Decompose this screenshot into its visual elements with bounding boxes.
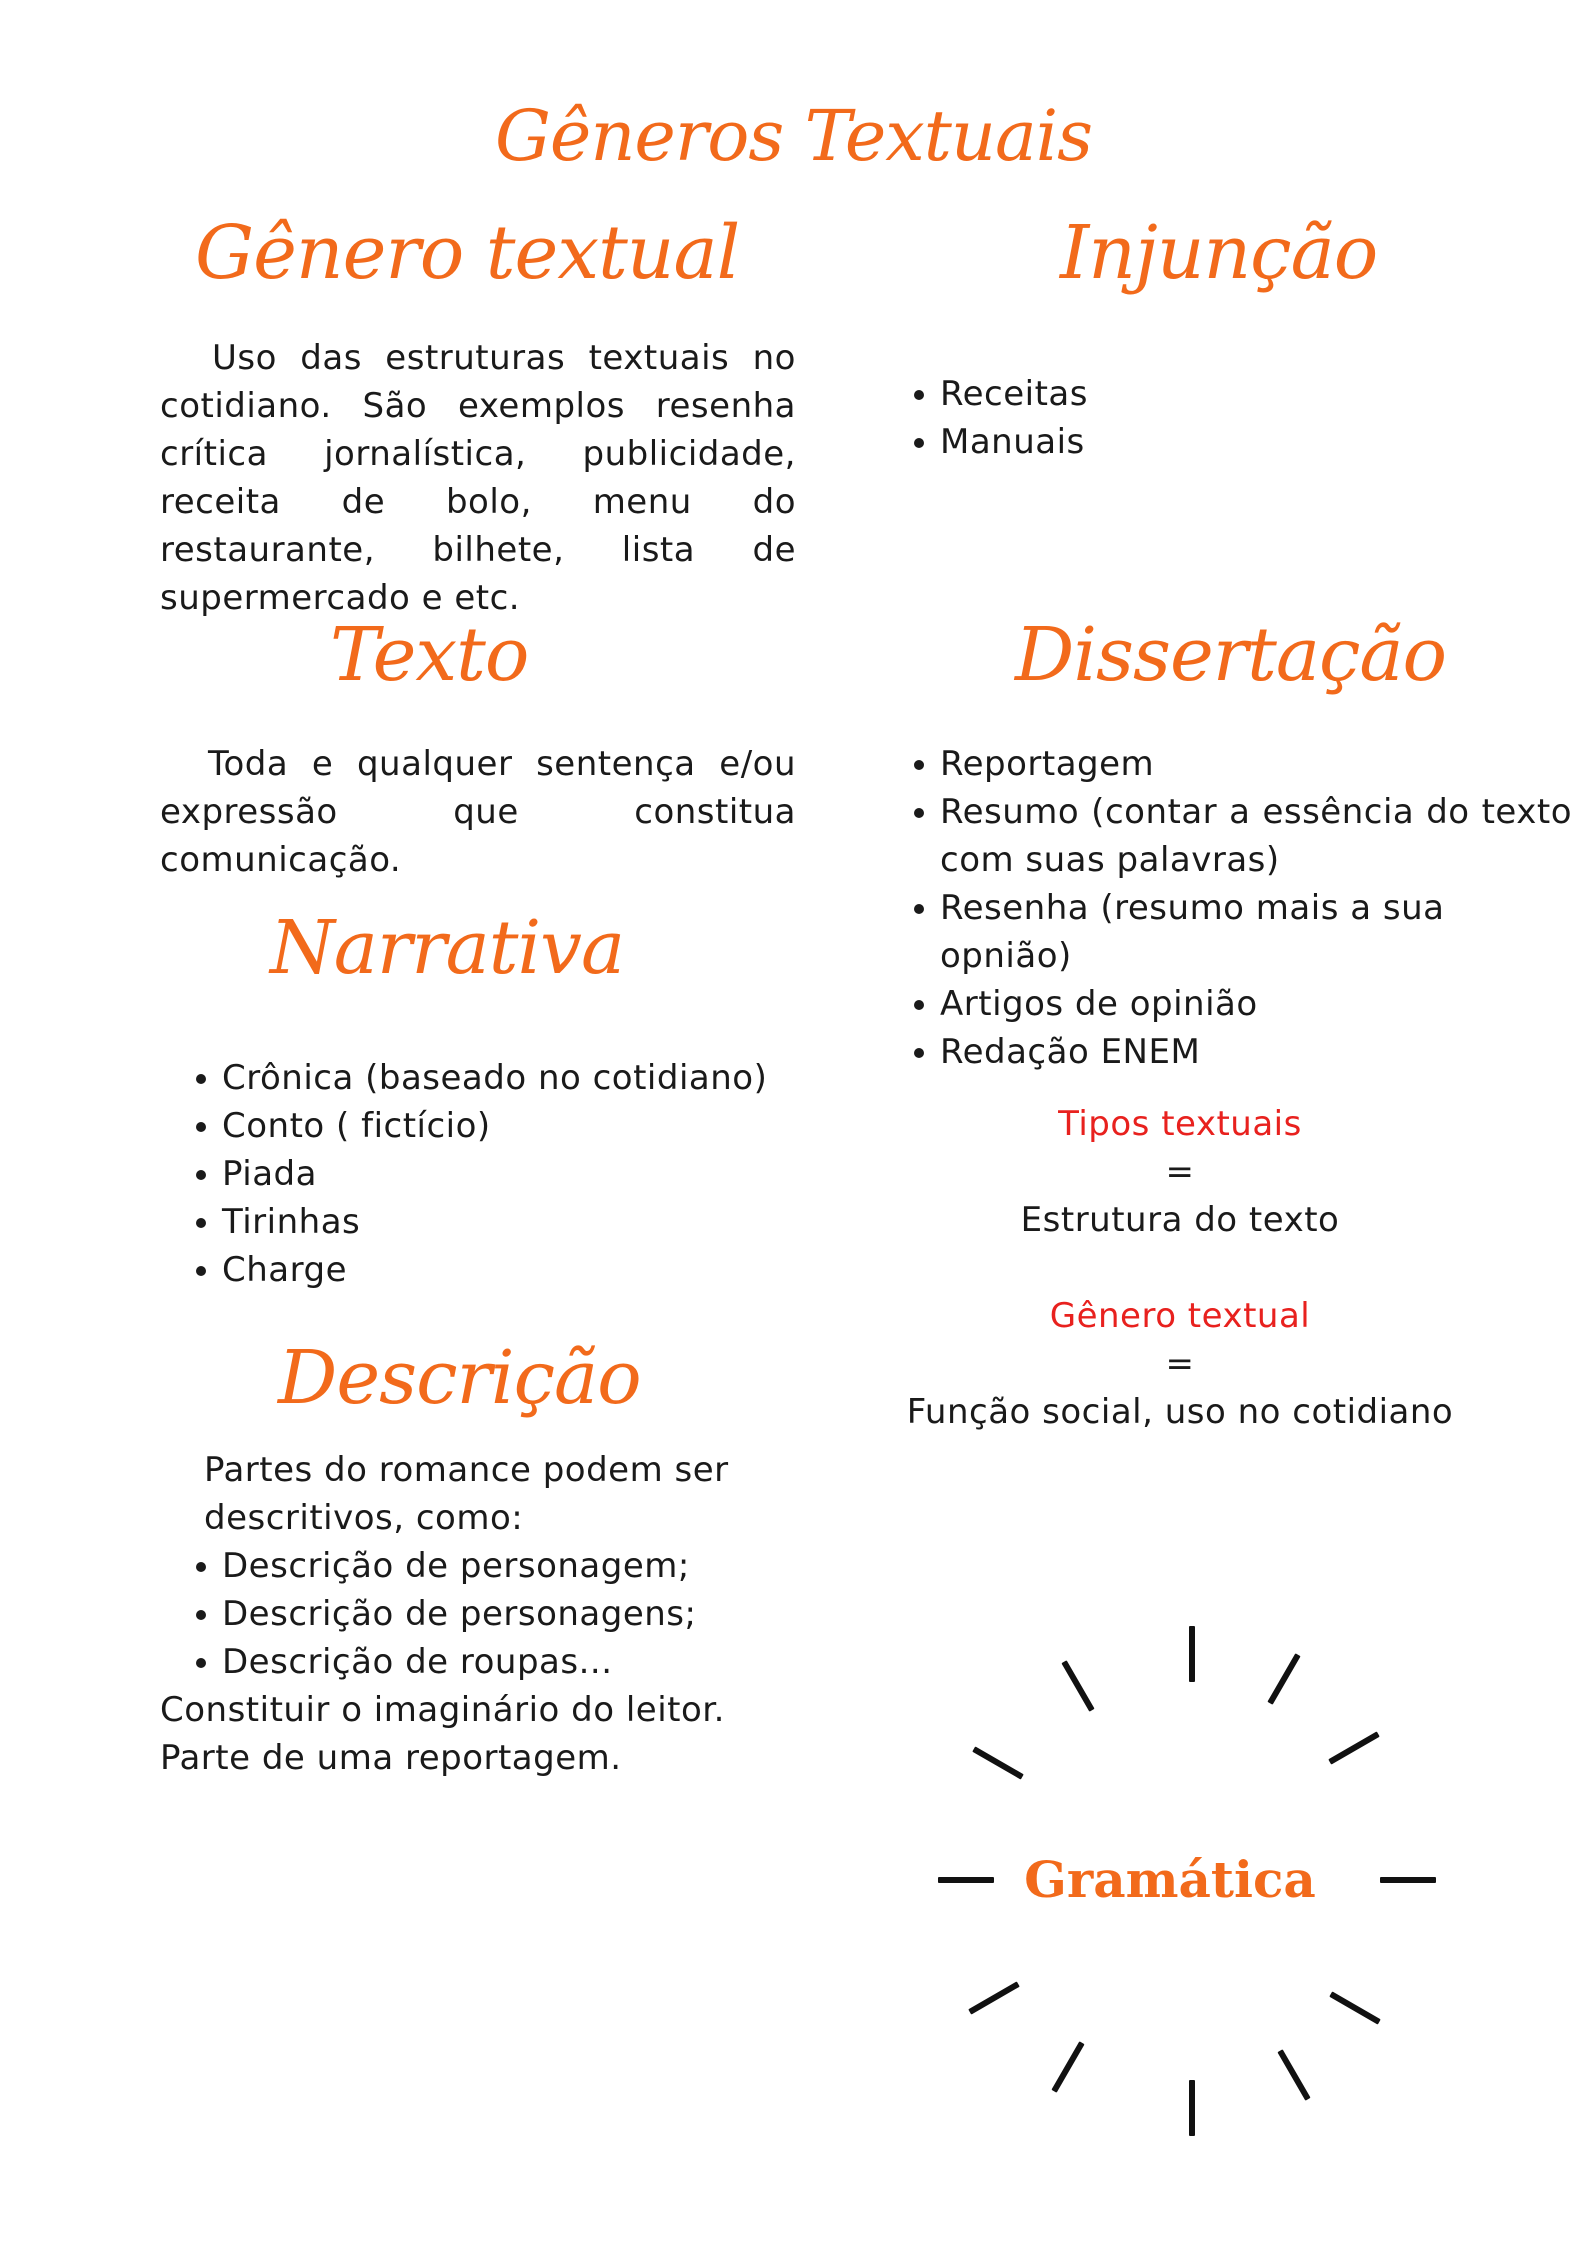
texto-paragraph xyxy=(160,740,796,884)
list-item: Conto ( fictício) xyxy=(194,1102,814,1150)
genero-textual-text: Uso das estruturas textuais no cotidiano. São exemplos resenha crítica jornalística, publicidade, receita de bolo, menu do restaurante, bilhete, lista de supermercado e etc. xyxy=(160,338,796,618)
texto-text: Toda e qualquer sentença e/ou expressão que constitua comunicação. xyxy=(160,744,796,880)
descricao-intro-line xyxy=(160,1446,820,1542)
heading-injuncao: Injunção xyxy=(1060,210,1378,296)
descricao-intro: Partes do romance podem ser descritivos, como: xyxy=(204,1450,729,1538)
gramatica-label: Gramática xyxy=(1024,1850,1316,1909)
heading-narrativa: Narrativa xyxy=(270,905,625,991)
heading-texto: Texto xyxy=(330,612,529,698)
equals-sign: = xyxy=(1165,1344,1195,1384)
list-item: Reportagem xyxy=(912,740,1572,788)
equals-sign: = xyxy=(1165,1152,1195,1192)
tipos-textuais-value: Estrutura do texto xyxy=(1020,1200,1340,1240)
narrativa-list xyxy=(194,1054,814,1294)
list-item: Crônica (baseado no cotidiano) xyxy=(194,1054,814,1102)
sunburst-ray xyxy=(1189,2080,1195,2136)
genero-textual-label: Gênero textual xyxy=(1049,1296,1311,1336)
dissertacao-list xyxy=(912,740,1572,1076)
list-item: Charge xyxy=(194,1246,814,1294)
genero-textual-paragraph xyxy=(160,334,796,622)
list-item: Descrição de personagem; xyxy=(194,1542,794,1590)
list-item: Manuais xyxy=(912,418,1552,466)
list-item: Artigos de opinião xyxy=(912,980,1572,1028)
sunburst-ray xyxy=(938,1877,994,1883)
sunburst-ray xyxy=(1267,1653,1300,1704)
sunburst-ray xyxy=(1328,1731,1379,1764)
descricao-outro-2: Parte de uma reportagem. xyxy=(160,1738,622,1778)
list-item: Piada xyxy=(194,1150,814,1198)
sunburst-ray xyxy=(1380,1877,1436,1883)
list-item: Tirinhas xyxy=(194,1198,814,1246)
list-item: Descrição de personagens; xyxy=(194,1590,794,1638)
genero-textual-value: Função social, uso no cotidiano xyxy=(906,1392,1454,1432)
definitions-block xyxy=(880,1100,1480,1436)
list-item: Resumo (contar a essência do texto com suas palavras) xyxy=(912,788,1572,884)
list-item: Descrição de roupas... xyxy=(194,1638,794,1686)
heading-dissertacao: Dissertação xyxy=(1015,612,1447,698)
heading-descricao: Descrição xyxy=(278,1335,641,1421)
descricao-outro-1: Constituir o imaginário do leitor. xyxy=(160,1690,725,1730)
list-item: Receitas xyxy=(912,370,1552,418)
heading-genero-textual: Gênero textual xyxy=(195,210,740,296)
sunburst-ray xyxy=(1051,2041,1084,2092)
spacer xyxy=(880,1244,1480,1292)
tipos-textuais-label: Tipos textuais xyxy=(1058,1104,1302,1144)
list-item: Resenha (resumo mais a sua opnião) xyxy=(912,884,1572,980)
descricao-block xyxy=(160,1446,820,1782)
injuncao-list xyxy=(912,370,1552,466)
sunburst-ray xyxy=(1329,1991,1380,2024)
sunburst-ray xyxy=(968,1981,1019,2014)
page-title: Gêneros Textuais xyxy=(494,95,1093,177)
list-item: Redação ENEM xyxy=(912,1028,1572,1076)
sunburst-ray xyxy=(1061,1660,1094,1711)
sunburst-ray xyxy=(1277,2049,1310,2100)
sunburst-ray xyxy=(972,1746,1023,1779)
descricao-list xyxy=(194,1542,794,1686)
sunburst-ray xyxy=(1189,1626,1195,1682)
